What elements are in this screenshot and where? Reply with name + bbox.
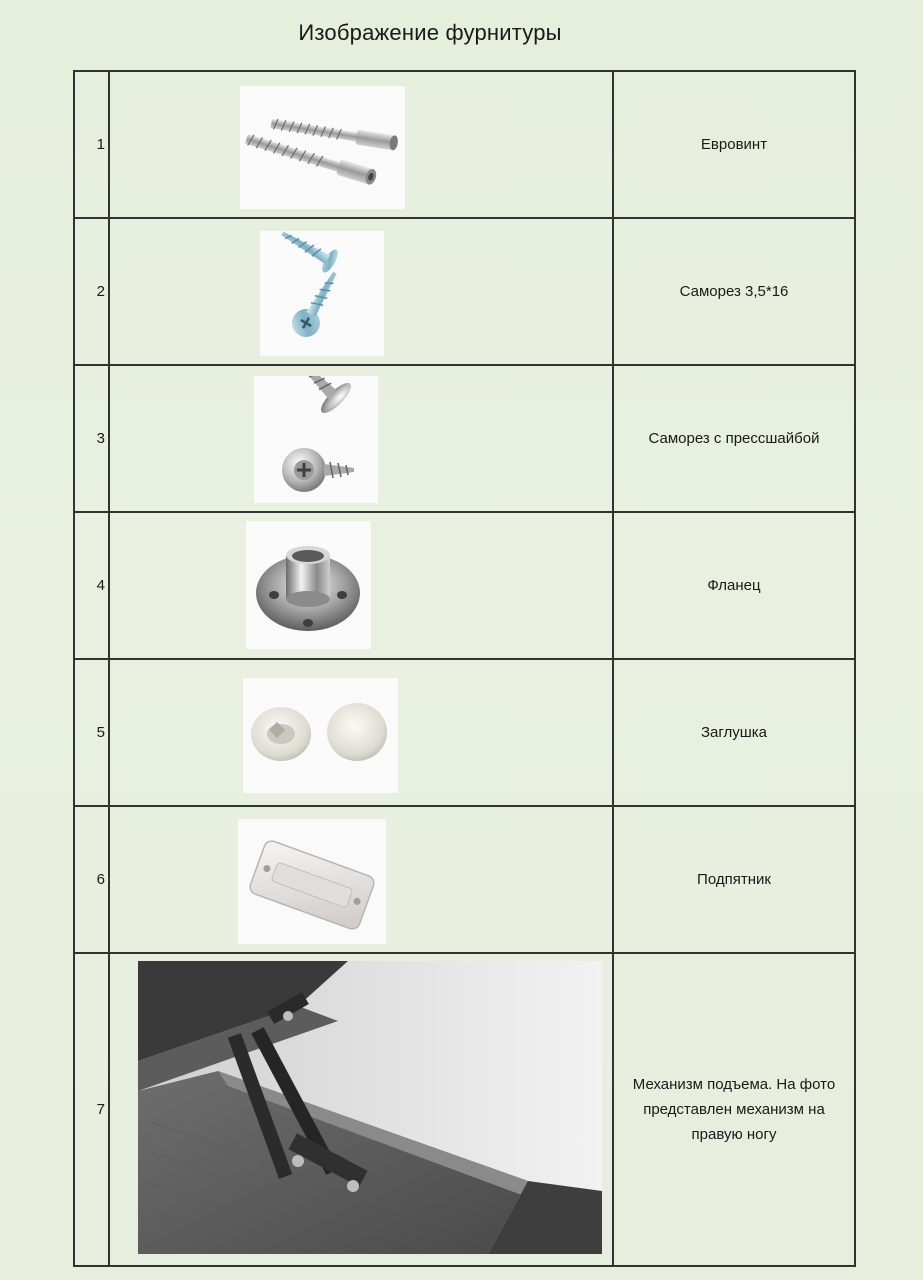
- cap-plug-icon: [243, 678, 398, 793]
- row-image-cell: [109, 806, 613, 953]
- row-name: Евровинт: [613, 71, 855, 218]
- row-number: 3: [74, 365, 109, 512]
- page-title: Изображение фурнитуры: [298, 20, 562, 45]
- table-row: [74, 365, 855, 512]
- row-number: 6: [74, 806, 109, 953]
- row-name: Саморез с прессшайбой: [613, 365, 855, 512]
- row-image-cell: [109, 71, 613, 218]
- lift-mechanism-photo: [138, 961, 602, 1254]
- flange-icon: [246, 521, 371, 649]
- row-name: Подпятник: [613, 806, 855, 953]
- table-row: [74, 218, 855, 365]
- row-number: 4: [74, 512, 109, 659]
- row-number: 7: [74, 953, 109, 1266]
- row-number: 1: [74, 71, 109, 218]
- row-name: Механизм подъема. На фото представлен механизм на правую ногу: [613, 953, 855, 1266]
- row-image-cell: [109, 953, 613, 1266]
- table-row: [74, 806, 855, 953]
- row-number: 5: [74, 659, 109, 806]
- row-name: Заглушка: [613, 659, 855, 806]
- table-row: [74, 659, 855, 806]
- row-image-cell: [109, 365, 613, 512]
- row-image-cell: [109, 512, 613, 659]
- washer-head-screw-icon: [254, 376, 378, 503]
- row-name: Фланец: [613, 512, 855, 659]
- fittings-table: [73, 70, 856, 1267]
- row-name: Саморез 3,5*16: [613, 218, 855, 365]
- table-row: [74, 953, 855, 1266]
- eurovint-screw-icon: [240, 86, 405, 209]
- row-image-cell: [109, 659, 613, 806]
- wood-screw-icon: [260, 231, 384, 356]
- row-number: 2: [74, 218, 109, 365]
- row-image-cell: [109, 218, 613, 365]
- table-row: [74, 512, 855, 659]
- glide-pad-icon: [238, 819, 386, 944]
- table-row: [74, 71, 855, 218]
